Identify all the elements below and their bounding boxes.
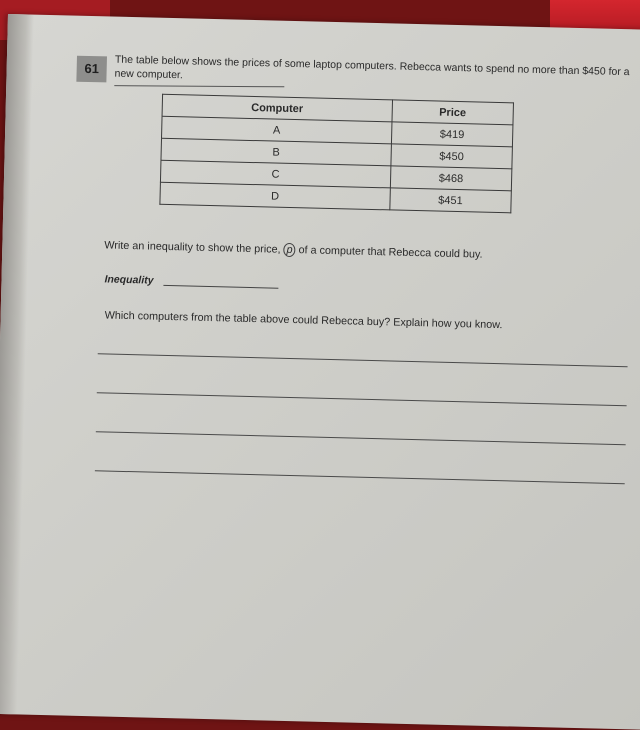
part1-question bbox=[104, 238, 483, 261]
price-cell: $419 bbox=[391, 122, 513, 147]
computer-cell: D bbox=[160, 182, 390, 210]
part2-question: Which computers from the table above could Rebecca buy? Explain how you know. bbox=[104, 309, 503, 332]
worksheet-page bbox=[0, 14, 640, 730]
header-computer: Computer bbox=[162, 94, 392, 122]
answer-line[interactable] bbox=[95, 470, 625, 484]
computer-cell: C bbox=[160, 160, 390, 188]
inequality-label: Inequality bbox=[104, 273, 154, 287]
question-number: 61 bbox=[76, 56, 107, 83]
computer-cell: B bbox=[161, 138, 391, 166]
part1-text-after: of a computer that Rebecca could buy. bbox=[298, 244, 483, 261]
price-cell: $451 bbox=[390, 188, 512, 213]
answer-line[interactable] bbox=[97, 392, 627, 406]
answer-line[interactable] bbox=[96, 431, 626, 445]
header-price: Price bbox=[392, 100, 514, 125]
price-table bbox=[159, 94, 514, 214]
page-fold-shadow bbox=[0, 14, 34, 714]
circled-variable: p bbox=[283, 243, 295, 257]
price-cell: $468 bbox=[390, 166, 512, 191]
price-cell: $450 bbox=[391, 144, 513, 169]
question-prompt bbox=[114, 53, 635, 98]
question-prompt-text: The table below shows the prices of some laptop computers. Rebecca wants to spend no more than $450 for a new computer. bbox=[114, 53, 630, 82]
inequality-answer-line[interactable] bbox=[163, 285, 278, 289]
handwritten-underline bbox=[114, 84, 284, 87]
computer-cell: A bbox=[162, 116, 392, 144]
answer-line[interactable] bbox=[98, 353, 628, 367]
part1-text-before: Write an inequality to show the price, bbox=[104, 239, 281, 256]
